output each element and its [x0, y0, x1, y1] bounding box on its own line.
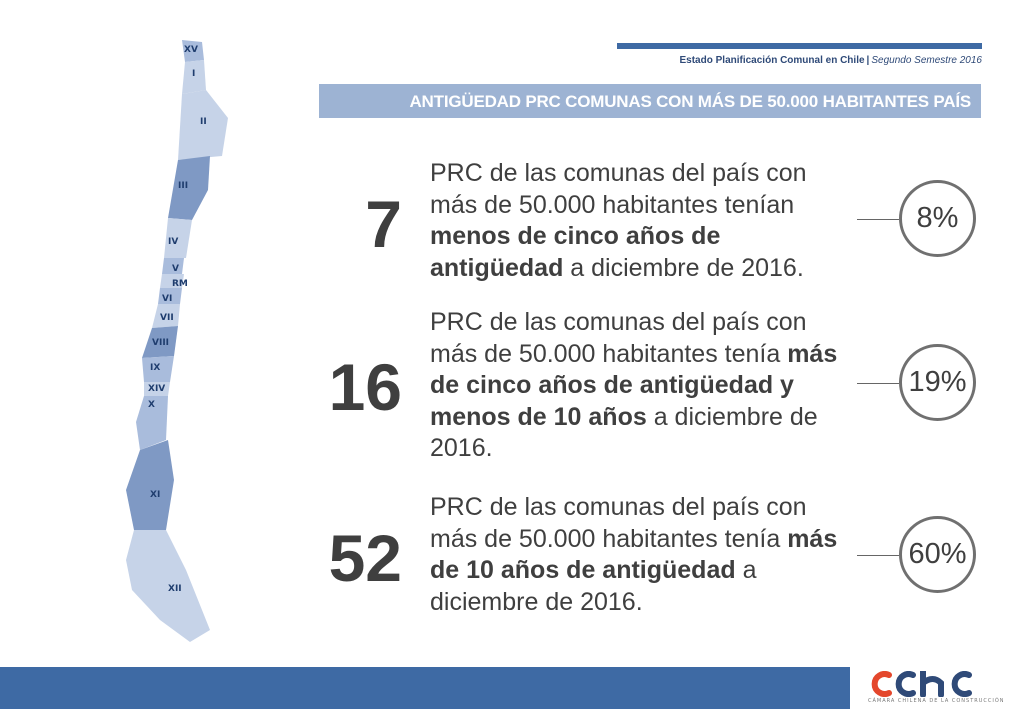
region-label: I — [192, 69, 196, 79]
region-label: RM — [172, 279, 188, 289]
region-label: XIV — [148, 384, 166, 394]
stat-number: 52 — [328, 521, 402, 595]
region-label: XI — [150, 490, 161, 500]
connector-line — [857, 219, 899, 220]
region-label: VI — [162, 294, 173, 304]
region-label: XII — [168, 584, 182, 594]
region-label: X — [148, 400, 155, 410]
region-label: XV — [184, 45, 198, 55]
region-iii — [168, 156, 210, 220]
stat-text: PRC de las comunas del país con más de 50.000 habitantes tenían — [430, 159, 807, 219]
stat-block — [320, 492, 984, 622]
region-label: IV — [168, 237, 179, 247]
stat-text-bold: más de 10 años de antigüedad — [430, 524, 838, 584]
region-xi — [126, 440, 174, 530]
cchc-logo-mark — [867, 671, 997, 697]
stat-text: a diciembre de 2016. — [430, 402, 818, 462]
region-label: V — [172, 264, 179, 274]
stat-text: PRC de las comunas del país con más de 50.000 habitantes tenía — [430, 308, 807, 368]
percent-circle: 60% — [899, 516, 976, 593]
stat-text-bold: menos de cinco años de antigüedad — [430, 222, 721, 282]
footer-bar — [0, 667, 1024, 709]
header-rule — [617, 43, 982, 49]
stat-block — [320, 307, 984, 467]
banner-title: ANTIGÜEDAD PRC COMUNAS CON MÁS DE 50.000 HABITANTES PAÍS — [409, 92, 971, 111]
chile-regions-map — [110, 30, 250, 650]
subtitle-period: Segundo Semestre 2016 — [871, 55, 982, 66]
stat-description — [430, 158, 850, 284]
region-label: IX — [150, 363, 161, 373]
stat-number: 7 — [365, 187, 402, 261]
region-label: II — [200, 117, 207, 127]
stat-text: a diciembre de 2016. — [430, 556, 757, 616]
connector-line — [857, 555, 899, 556]
percent-circle: 8% — [899, 180, 976, 257]
logo-caption: CÁMARA CHILENA DE LA CONSTRUCCIÓN — [868, 698, 1005, 704]
cchc-logo — [850, 667, 1024, 709]
percent-circle: 19% — [899, 344, 976, 421]
region-label: VIII — [152, 338, 170, 348]
stat-block — [320, 158, 984, 288]
stat-description — [430, 492, 850, 618]
subtitle-main: Estado Planificación Comunal en Chile — [679, 55, 865, 66]
document-subtitle — [680, 55, 983, 66]
stat-text: a diciembre de 2016. — [563, 253, 804, 282]
connector-line — [857, 383, 899, 384]
map-shapes — [126, 40, 228, 642]
stat-number: 16 — [328, 350, 402, 424]
stat-text-bold: más de cinco años de antigüedad y menos de 10 años — [430, 339, 838, 431]
stat-text: PRC de las comunas del país con más de 50.000 habitantes tenía — [430, 493, 807, 553]
region-label: VII — [160, 313, 174, 323]
stat-description — [430, 307, 850, 465]
region-label: III — [178, 181, 189, 191]
title-banner — [319, 84, 981, 118]
subtitle-separator: | — [866, 55, 870, 66]
